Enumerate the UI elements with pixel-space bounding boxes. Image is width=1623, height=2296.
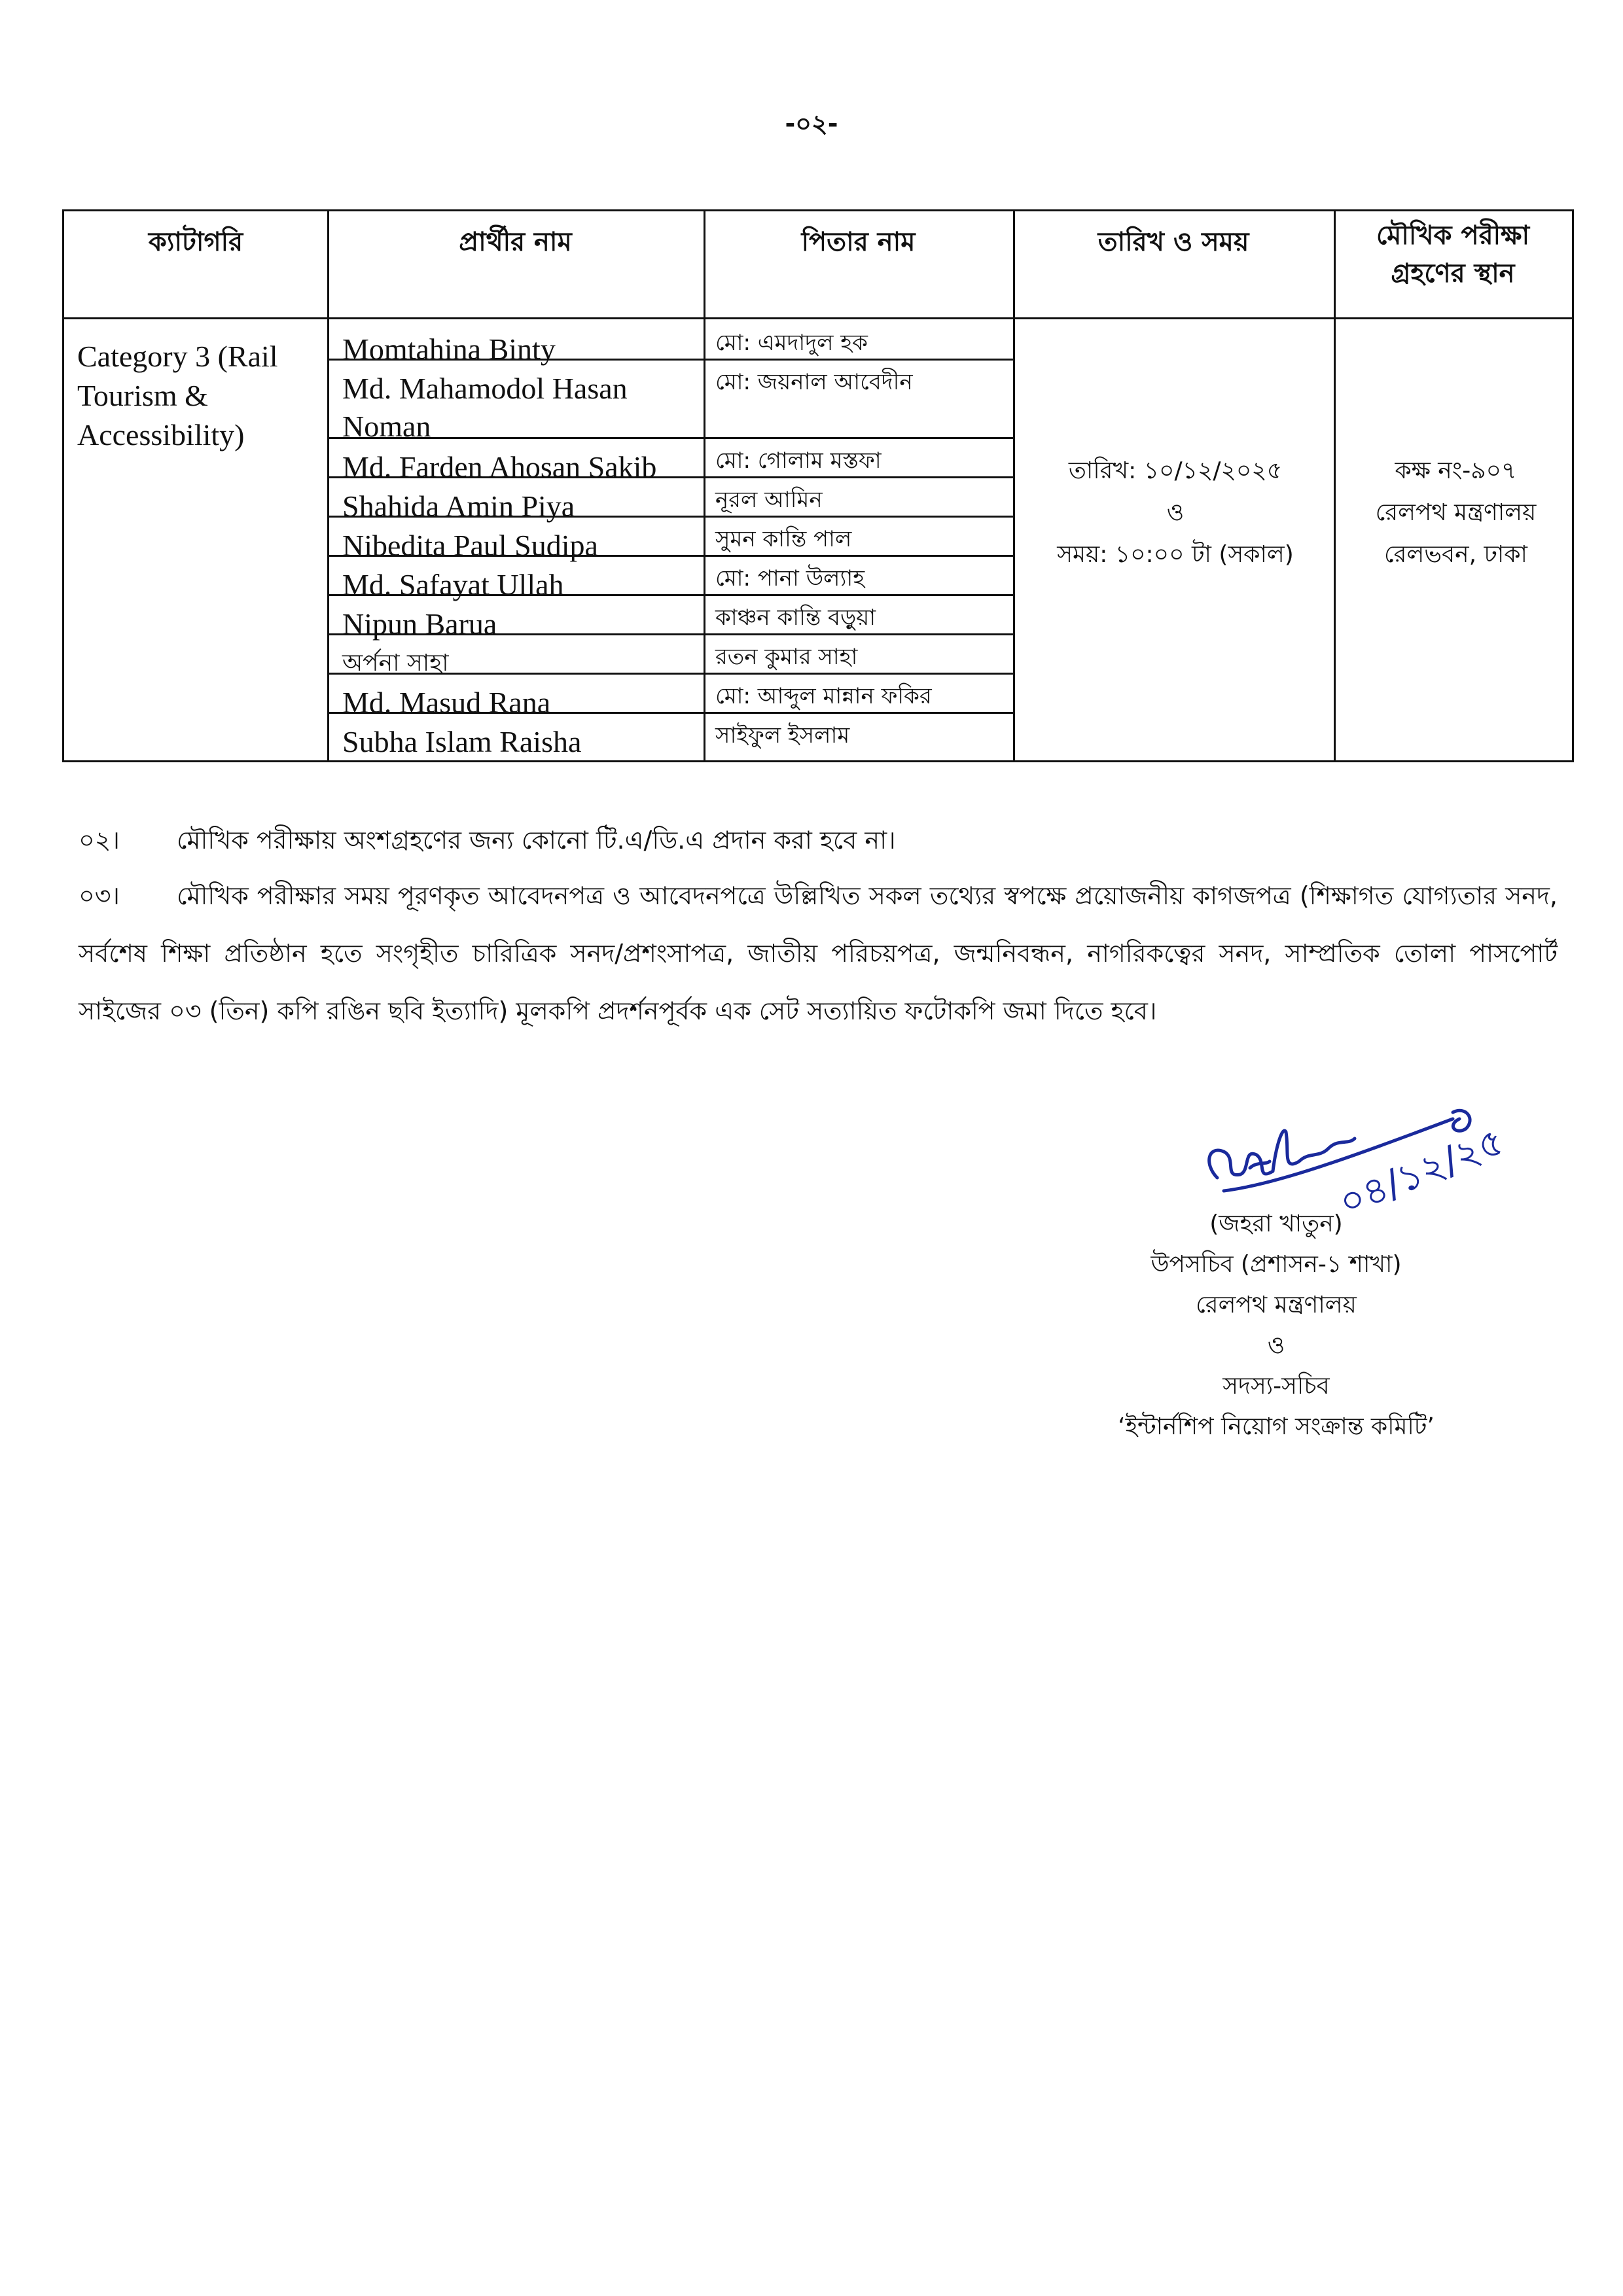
candidate-name: Md. Masud Rana: [342, 686, 551, 719]
signatory-committee: ‘ইন্টার্নশিপ নিয়োগ সংক্রান্ত কমিটি’: [1118, 1413, 1435, 1440]
father-name: মো: জয়নাল আবেদীন: [715, 369, 913, 395]
father-name: সুমন কান্তি পাল: [715, 526, 852, 552]
note-item: [79, 867, 1558, 1040]
signatory-role: সদস্য-সচিব: [1222, 1373, 1330, 1400]
note-number: ০২।: [79, 826, 120, 855]
signature-date: ০৪/১২/২৫: [1332, 1118, 1510, 1226]
father-name: সাইফুল ইসলাম: [715, 722, 850, 749]
header-candidate-name: প্রার্থীর নাম: [459, 227, 572, 257]
date-time-conjunction: ও: [1166, 499, 1185, 526]
signatory-ministry: রেলপথ মন্ত্রণালয়: [1196, 1292, 1357, 1318]
signatory-designation: উপসচিব (প্রশাসন-১ শাখা): [1150, 1251, 1402, 1278]
candidate-name: অর্পনা সাহা: [342, 650, 449, 677]
page-number: -০২-: [785, 109, 838, 138]
candidate-name: Md. Safayat Ullah: [342, 568, 564, 601]
note-text: মৌখিক পরীক্ষায় অংশগ্রহণের জন্য কোনো টি.এ/ডি.এ প্রদান করা হবে না।: [177, 826, 896, 855]
note-text: মৌখিক পরীক্ষার সময় পূরণকৃত আবেদনপত্র ও আবেদনপত্রে উল্লিখিত সকল তথ্যের স্বপক্ষে প্রয়োজনীয় কাগজপত্র (শিক্ষাগত যোগ্যতার সনদ, সর্বশেষ শিক্ষা প্রতিষ্ঠান হতে সংগৃহীত চারিত্রিক সনদ/প্রশংসাপত্র, জাতীয় পরিচয়পত্র, জন্মনিবন্ধন, নাগরিকত্বের সনদ, সাম্প্রতিক তোলা পাসপোর্ট সাইজের ০৩ (তিন) কপি রঙিন ছবি ইত্যাদি) মূলকপি প্রদর্শনপূর্বক এক সেট সত্যায়িত ফটোকপি জমা দিতে হবে।: [79, 881, 1558, 1025]
candidate-name: Nibedita Paul Sudipa: [342, 529, 598, 562]
venue-building: রেলভবন, ঢাকা: [1384, 541, 1527, 568]
date-time-cell: [1015, 450, 1336, 576]
father-name: মো: পানা উল্যাহ: [715, 565, 865, 592]
note-number: ০৩।: [79, 881, 120, 910]
signatory-conjunction: ও: [1267, 1332, 1285, 1359]
father-name: মো: এমদাদুল হক: [715, 330, 868, 356]
candidate-name: Md. Farden Ahosan Sakib: [342, 450, 657, 484]
interview-schedule-table: [62, 209, 1574, 762]
father-name: মো: গোলাম মস্তফা: [715, 448, 882, 474]
venue-cell: [1336, 450, 1576, 576]
candidate-name: Md. Mahamodol Hasan Noman: [342, 372, 628, 443]
candidate-name: Shahida Amin Piya: [342, 489, 575, 523]
interview-date: তারিখ: ১০/১২/২০২৫: [1068, 457, 1283, 484]
father-name: রতন কুমার সাহা: [715, 644, 858, 670]
candidate-name: Subha Islam Raisha: [342, 725, 582, 758]
venue-ministry: রেলপথ মন্ত্রণালয়: [1375, 499, 1537, 526]
header-date-time: তারিখ ও সময়: [1097, 227, 1249, 257]
signature-block: [1047, 1204, 1505, 1447]
candidate-name: Nipun Barua: [342, 607, 497, 641]
scan-top-margin: [0, 0, 1623, 65]
father-name: কাঞ্চন কান্তি বড়ুয়া: [715, 605, 876, 631]
signatory-name: (জহরা খাতুন): [1209, 1210, 1343, 1237]
father-name: মো: আব্দুল মান্নান ফকির: [715, 683, 932, 709]
father-name: নূরল আমিন: [715, 487, 823, 513]
header-father-name: পিতার নাম: [801, 227, 916, 257]
candidate-name: Momtahina Binty: [342, 332, 556, 366]
interview-time: সময়: ১০:০০ টা (সকাল): [1057, 541, 1294, 568]
venue-room: কক্ষ নং-৯০৭: [1395, 457, 1517, 484]
category-cell: Category 3 (Rail Tourism & Accessibility): [77, 340, 278, 451]
header-venue: মৌখিক পরীক্ষা গ্রহণের স্থান: [1376, 221, 1530, 289]
note-item: [79, 811, 1558, 869]
header-category: ক্যাটাগরি: [148, 227, 243, 257]
